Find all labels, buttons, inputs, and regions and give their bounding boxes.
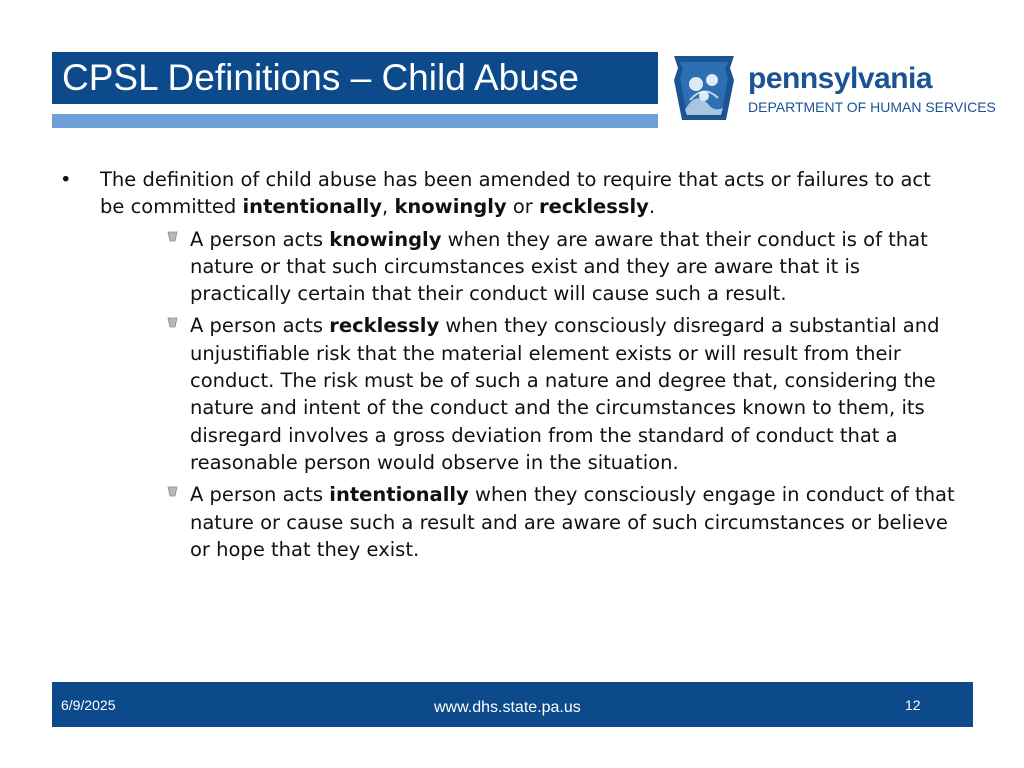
sub-bullet-term: recklessly: [329, 314, 440, 338]
term-knowingly: knowingly: [394, 195, 507, 219]
logo-department: DEPARTMENT OF HUMAN SERVICES: [748, 99, 996, 115]
sub-bullet-prefix: A person acts: [190, 227, 330, 251]
pa-dhs-logo: [668, 54, 1008, 124]
main-bullet-intro: The definition of child abuse has been amended to require that acts or failures to act be committed: [100, 168, 931, 219]
footer-date: 6/9/2025: [61, 697, 116, 713]
sentence-end: .: [648, 195, 656, 219]
sub-bullet-knowingly: [60, 226, 960, 308]
footer-bar: [52, 682, 973, 727]
term-intentionally: intentionally: [242, 195, 383, 219]
sub-bullet-term: knowingly: [329, 227, 442, 251]
title-underline: [52, 114, 658, 128]
sub-bullet-recklessly: [60, 312, 960, 476]
logo-state-name: pennsylvania: [748, 62, 933, 95]
sub-bullet-icon: [167, 231, 178, 242]
bullet-icon: •: [60, 168, 72, 191]
slide-title: CPSL Definitions – Child Abuse: [62, 57, 579, 98]
sub-bullet-text: when they consciously disregard a substantial and unjustifiable risk that the material element exists or will result from their conduct. The risk must be of such a nature and degree that, considering the nature and intent of the conduct and the circumstances known to them, its disregard involves a gross deviation from the standard of conduct that a reasonable person would observe in the situation.: [190, 314, 940, 474]
keystone-family-logo-icon: [668, 54, 740, 124]
main-bullet: [60, 166, 960, 221]
sub-bullet-text: when they consciously engage in conduct of that nature or cause such a result and are aware of such circumstances or believe or hope that they exist.: [190, 483, 955, 561]
term-recklessly: recklessly: [538, 195, 649, 219]
sub-bullet-prefix: A person acts: [190, 483, 330, 507]
sub-bullet-text: when they are aware that their conduct is of that nature or that such circumstances exist and they are aware that it is practically certain that their conduct will cause such a result.: [190, 227, 928, 306]
footer-url[interactable]: www.dhs.state.pa.us: [434, 699, 581, 716]
sub-bullet-intentionally: [60, 481, 960, 563]
sub-bullet-icon: [167, 317, 178, 328]
title-bar: [52, 52, 658, 104]
sub-bullet-prefix: A person acts: [190, 314, 330, 338]
slide-number: 12: [905, 697, 921, 713]
sub-bullet-term: intentionally: [329, 483, 469, 507]
separator: or: [506, 195, 539, 219]
separator: ,: [382, 195, 395, 219]
sub-bullet-icon: [167, 486, 178, 497]
slide-content: [60, 166, 960, 563]
